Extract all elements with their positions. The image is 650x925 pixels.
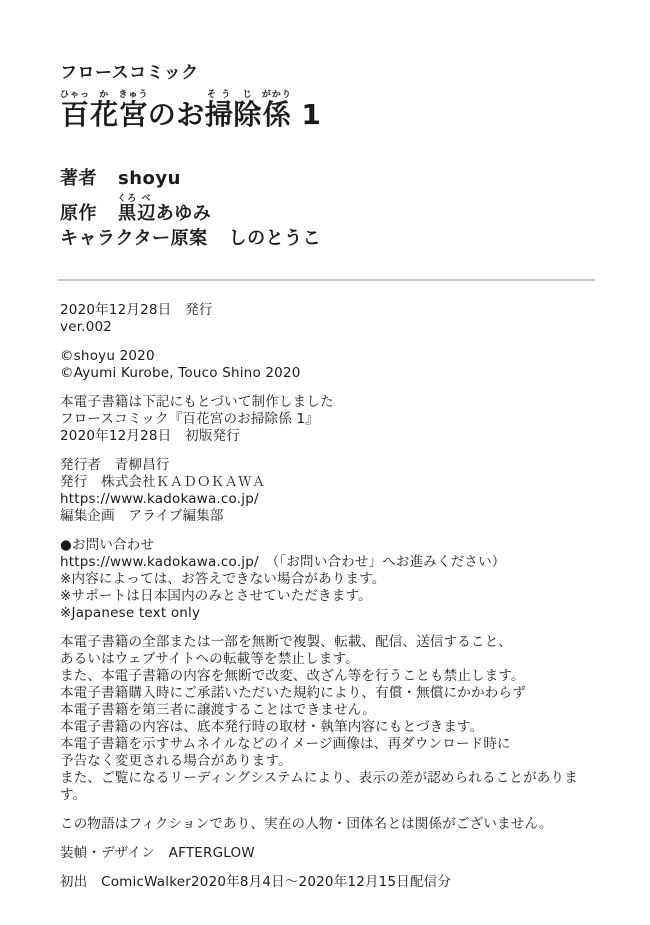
fiction-disclaimer: この物語はフィクションであり、実在の人物・団体名とは関係がございません。 bbox=[60, 816, 553, 833]
ruby-segment: のお bbox=[147, 98, 205, 131]
furigana-text: くろ bbox=[117, 194, 138, 205]
credit-role-label: キャラクター原案 bbox=[60, 228, 208, 250]
colophon-body bbox=[60, 302, 596, 891]
publisher-info: 発行者 青柳昌行 発行 株式会社ＫＡＤＯＫＡＷＡ https://www.kadokawa.co.jp/ 編集企画 アライブ編集部 bbox=[60, 457, 266, 525]
first-publication: 初出 ComicWalker2020年8月4日～2020年12月15日配信分 bbox=[60, 874, 452, 891]
ruby-segment: 掃そう bbox=[204, 90, 234, 131]
furigana-text: きゅう bbox=[118, 90, 149, 100]
furigana-text: じ bbox=[233, 90, 262, 100]
divider bbox=[57, 279, 595, 281]
furigana-text: がかり bbox=[261, 90, 292, 100]
ruby-segment: 辺べ bbox=[137, 194, 156, 225]
credit-role-label: 原作 bbox=[60, 203, 97, 225]
ruby-segment: 百ひゃっ bbox=[60, 90, 91, 131]
credit-row bbox=[60, 164, 596, 194]
ruby-segment: 宮きゅう bbox=[118, 90, 149, 131]
credit-role-label: 著者 bbox=[60, 168, 97, 190]
credit-name bbox=[229, 228, 322, 249]
furigana-text: か bbox=[90, 90, 119, 100]
credit-row bbox=[60, 224, 596, 254]
legal-notice: 本電子書籍の全部または一部を無断で複製、転載、配信、送信すること、 あるいはウェブサイトへの転載等を禁止します。 また、本電子書籍の内容を無断で改変、改ざん等を行うことも禁止します。 本電子書籍購入時にご承諾いただいた規約により、有償・無償にかかわらず 本電子書籍を第三者に譲渡することはできません。 本電子書籍の内容は、底本発行時の取材・執筆内容にもとづきます。 本電子書籍を示すサムネイルなどのイメージ画像は、再ダウンロード時に 予告なく変更される場合があります。 また、ご覧になるリーディングシステムにより、表示の差が認められることがあります。 bbox=[60, 634, 578, 804]
edition-info: 2020年12月28日 発行 ver.002 bbox=[60, 302, 213, 336]
furigana-text: そう bbox=[204, 90, 234, 100]
ruby-segment: 花か bbox=[90, 90, 119, 131]
ruby-segment: 1 bbox=[291, 98, 322, 131]
furigana-text: ひゃっ bbox=[60, 90, 91, 100]
credits-block bbox=[60, 164, 596, 254]
credit-name bbox=[117, 194, 212, 225]
furigana-text: べ bbox=[137, 194, 156, 205]
credit-row bbox=[60, 194, 596, 224]
book-title bbox=[60, 90, 596, 131]
contact-info: ●お問い合わせ https://www.kadokawa.co.jp/ （「お問い合わせ」へお進みください） ※内容によっては、お答えできない場合があります。 ※サポートは日本国内のみとさせていただきます。 ※Japanese text only bbox=[60, 537, 506, 622]
credit-name bbox=[118, 168, 181, 189]
ruby-segment: 除じ bbox=[233, 90, 262, 131]
ruby-segment: 黒くろ bbox=[117, 194, 138, 225]
ruby-segment: あゆみ bbox=[155, 203, 212, 225]
source-info: 本電子書籍は下記にもとづいて制作しました フロースコミック『百花宮のお掃除係 1』 2020年12月28日 初版発行 bbox=[60, 394, 334, 445]
copyright: ©shoyu 2020 ©Ayumi Kurobe, Touco Shino 2020 bbox=[60, 348, 301, 382]
ruby-segment: 係がかり bbox=[261, 90, 292, 131]
ruby-segment: shoyu bbox=[118, 168, 181, 190]
design-credit: 装幀・デザイン AFTERGLOW bbox=[60, 845, 255, 862]
ruby-segment: しのとうこ bbox=[228, 228, 322, 250]
imprint-label: フロースコミック bbox=[60, 63, 199, 83]
